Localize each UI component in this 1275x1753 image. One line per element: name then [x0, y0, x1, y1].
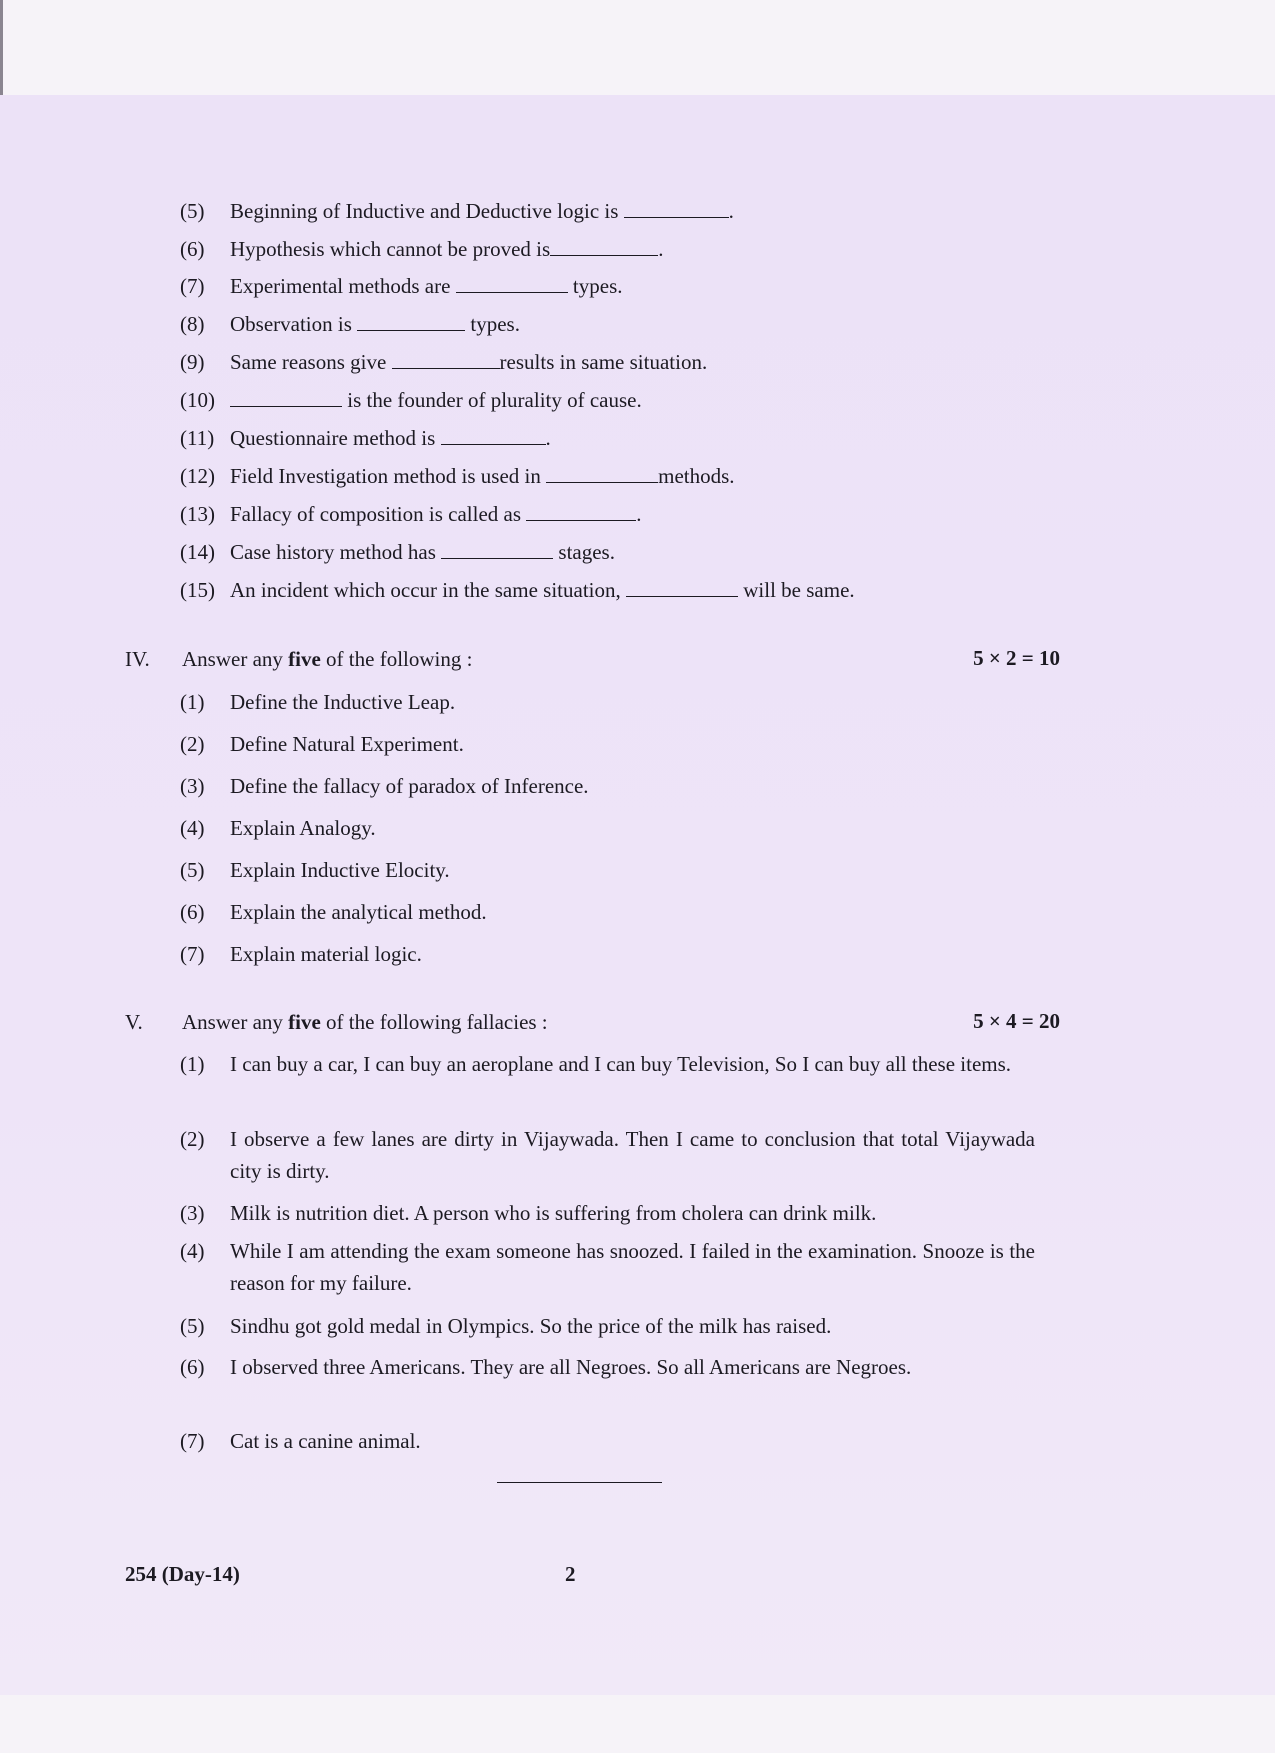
question-v-1: (1) I can buy a car, I can buy an aeroplane and I can buy Television, So I can buy all these items. [180, 1048, 1035, 1080]
question-iii-15: (15) An incident which occur in the same situation, will be same. [180, 578, 855, 602]
question-iv-6: (6) Explain the analytical method. [180, 900, 487, 924]
question-v-6: (6) I observed three Americans. They are all Negroes. So all Americans are Negroes. [180, 1351, 1035, 1383]
question-iii-13: (13) Fallacy of composition is called as . [180, 502, 642, 526]
section-iv-heading: IV. Answer any five of the following : [125, 647, 473, 671]
question-text: An incident which occur in the same situation, [230, 578, 621, 602]
answer-blank [357, 312, 465, 331]
question-text: Explain material logic. [230, 942, 422, 966]
instruction-bold: five [288, 647, 321, 671]
question-text: Fallacy of composition is called as [230, 502, 522, 526]
question-text: Explain the analytical method. [230, 900, 487, 924]
question-text: Case history method has [230, 540, 436, 564]
question-iv-7: (7) Explain material logic. [180, 942, 422, 966]
question-v-7: (7) Cat is a canine animal. [180, 1425, 1035, 1457]
question-text: Questionnaire method is [230, 426, 436, 450]
section-iv-marks: 5 × 2 = 10 [973, 646, 1060, 670]
question-text: Define the fallacy of paradox of Inference. [230, 774, 589, 798]
question-text-end: . [545, 426, 551, 450]
page-number: 2 [565, 1562, 576, 1586]
question-text: Define the Inductive Leap. [230, 690, 456, 714]
answer-blank [230, 388, 342, 407]
answer-blank [441, 540, 553, 559]
question-text: I observe a few lanes are dirty in Vijaywada. Then I came to conclusion that total Vijaywada city is dirty. [230, 1127, 1035, 1183]
question-v-4: (4) While I am attending the exam someone has snoozed. I failed in the examination. Snooze is the reason for my failure. [180, 1235, 1035, 1299]
question-v-2: (2) I observe a few lanes are dirty in Vijaywada. Then I came to conclusion that total Vijaywada city is dirty. [180, 1123, 1035, 1187]
question-iv-5: (5) Explain Inductive Elocity. [180, 858, 450, 882]
question-iv-3: (3) Define the fallacy of paradox of Inference. [180, 774, 589, 798]
question-iii-8: (8) Observation is types. [180, 312, 520, 336]
question-text: While I am attending the exam someone has snoozed. I failed in the examination. Snooze is the reason for my failure. [230, 1239, 1035, 1295]
instruction-post: of the following : [320, 647, 473, 671]
question-text: Explain Inductive Elocity. [230, 858, 450, 882]
question-iii-9: (9) Same reasons give results in same situation. [180, 350, 708, 374]
question-text-end: is the founder of plurality of cause. [347, 388, 642, 412]
question-text: Beginning of Inductive and Deductive logic is [230, 199, 619, 223]
section-v-heading: V. Answer any five of the following fallacies : [125, 1010, 548, 1034]
question-text-end: types. [470, 312, 520, 336]
end-of-paper-rule [497, 1482, 662, 1483]
question-v-5: (5) Sindhu got gold medal in Olympics. So the price of the milk has raised. [180, 1310, 1035, 1342]
question-text-end: methods. [658, 464, 735, 488]
question-iii-10: (10) is the founder of plurality of cause. [180, 388, 642, 412]
question-text-end: . [658, 237, 664, 261]
question-text-end: . [636, 502, 642, 526]
question-text: I can buy a car, I can buy an aeroplane and I can buy Television, So I can buy all these items. [230, 1052, 1012, 1076]
answer-blank [456, 274, 568, 293]
question-text: Define Natural Experiment. [230, 732, 464, 756]
question-text: Milk is nutrition diet. A person who is suffering from cholera can drink milk. [230, 1201, 877, 1225]
question-text: Explain Analogy. [230, 816, 376, 840]
question-iv-2: (2) Define Natural Experiment. [180, 732, 464, 756]
answer-blank [626, 578, 738, 597]
question-v-3: (3) Milk is nutrition diet. A person who is suffering from cholera can drink milk. [180, 1197, 1035, 1229]
question-text-end: types. [572, 274, 623, 298]
question-iii-6: (6) Hypothesis which cannot be proved is . [180, 237, 664, 261]
question-iii-11: (11) Questionnaire method is . [180, 426, 551, 450]
answer-blank [392, 350, 500, 369]
instruction-bold: five [288, 1010, 321, 1034]
question-text: Same reasons give [230, 350, 387, 374]
question-text: Observation is [230, 312, 352, 336]
question-iv-1: (1) Define the Inductive Leap. [180, 690, 456, 714]
answer-blank [550, 237, 658, 256]
answer-blank [441, 426, 546, 445]
instruction-pre: Answer any [182, 1010, 289, 1034]
question-text: I observed three Americans. They are all Negroes. So all Americans are Negroes. [230, 1355, 912, 1379]
question-iii-14: (14) Case history method has stages. [180, 540, 615, 564]
question-text-end: . [728, 199, 734, 223]
question-iii-7: (7) Experimental methods are types. [180, 274, 623, 298]
question-text-end: stages. [558, 540, 615, 564]
question-iv-4: (4) Explain Analogy. [180, 816, 376, 840]
instruction-post: of the following fallacies : [320, 1010, 548, 1034]
answer-blank [526, 502, 636, 521]
section-v-marks: 5 × 4 = 20 [973, 1009, 1060, 1033]
question-text: Experimental methods are [230, 274, 451, 298]
answer-blank [624, 199, 729, 218]
instruction-pre: Answer any [182, 647, 289, 671]
question-text: Cat is a canine animal. [230, 1429, 421, 1453]
question-text: Sindhu got gold medal in Olympics. So the price of the milk has raised. [230, 1314, 832, 1338]
question-text: Hypothesis which cannot be proved is [230, 237, 551, 261]
question-text-end: will be same. [743, 578, 855, 602]
paper-code: 254 (Day-14) [125, 1562, 240, 1586]
question-text-end: results in same situation. [499, 350, 708, 374]
question-iii-5: (5) Beginning of Inductive and Deductive logic is . [180, 199, 734, 223]
answer-blank [546, 464, 658, 483]
question-iii-12: (12) Field Investigation method is used in methods. [180, 464, 735, 488]
question-text: Field Investigation method is used in [230, 464, 541, 488]
